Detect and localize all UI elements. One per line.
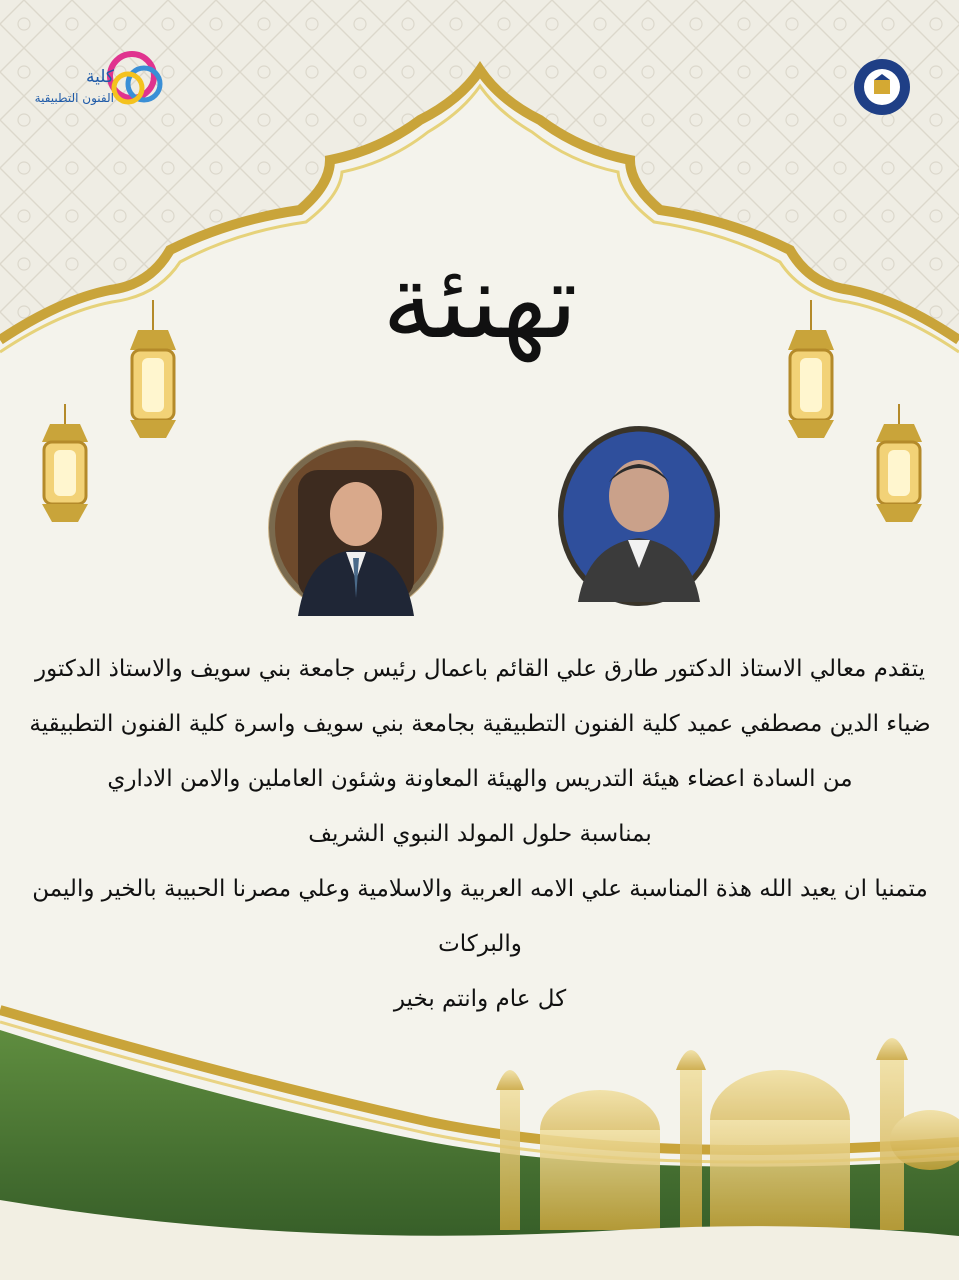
message-paragraph-2: بمناسبة حلول المولد النبوي الشريف <box>308 821 652 847</box>
message-paragraph-1: يتقدم معالي الاستاذ الدكتور طارق علي القائم باعمال رئيس جامعة بني سويف والاستاذ الدكتور ضياء الدين مصطفي عميد كلية الفنون التطبيقية بجامعة بني سويف واسرة كلية الفنون التطبيقية من السادة اعضاء هيئة التدريس والهيئة المعاونة وشئون العاملين والامن الاداري <box>29 656 931 792</box>
message-closing: كل عام وانتم بخير <box>393 986 567 1012</box>
message-paragraph-3: متمنيا ان يعيد الله هذة المناسبة علي الامه العربية والاسلامية وعلي مصرنا الحبيبة بالخير واليمن والبركات <box>32 876 928 957</box>
faculty-logo-text: كلية <box>86 67 114 87</box>
page-title: تهنئة <box>382 240 578 362</box>
faculty-logo-subtext: الفنون التطبيقية <box>34 91 114 105</box>
